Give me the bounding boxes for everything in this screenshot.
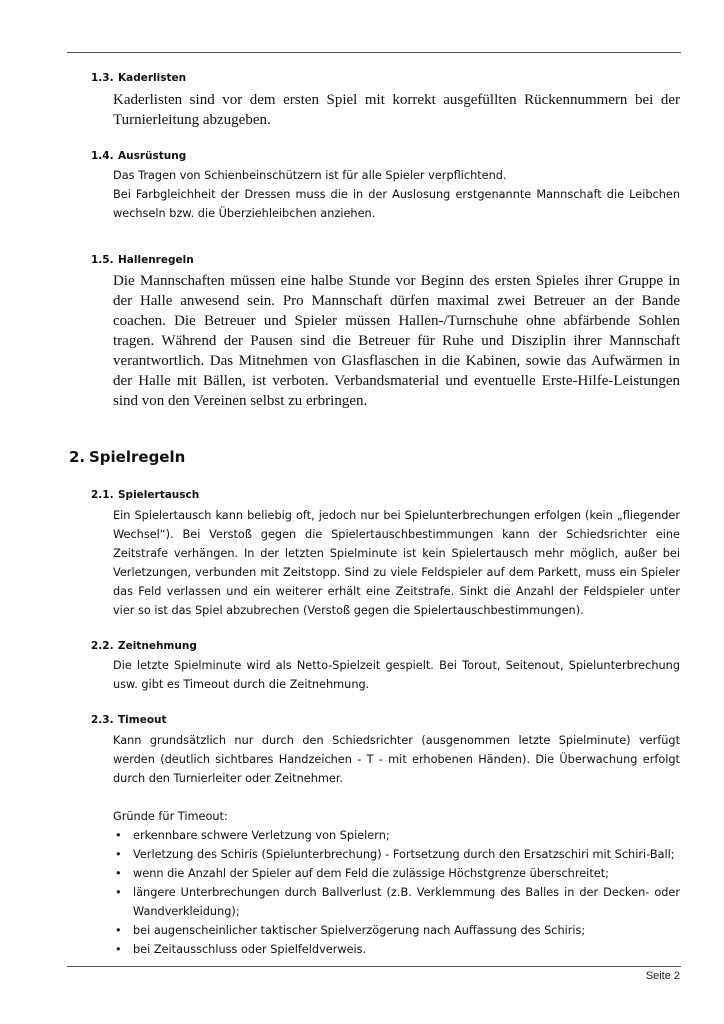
list-item: • Verletzung des Schiris (Spielunterbrechung) - Fortsetzung durch den Ersatzschiri mit Schiri-Ball; [113, 845, 680, 864]
section-heading-1-4 [91, 150, 186, 162]
section-title: Hallenregeln [118, 254, 194, 266]
list-item: • wenn die Anzahl der Spieler auf dem Feld die zulässige Höchstgrenze überschreitet; [113, 864, 680, 883]
section-title: Ausrüstung [118, 150, 187, 162]
section-number: 1.5. [91, 254, 114, 266]
section-heading-2-1 [91, 489, 199, 501]
paragraph: Das Tragen von Schienbeinschützern ist für alle Spieler verpflichtend. [113, 169, 507, 182]
section-heading-2-3 [91, 714, 167, 726]
section-number: 2.1. [91, 489, 114, 501]
reasons-label: Gründe für Timeout: [113, 810, 228, 823]
section-heading-2-2 [91, 640, 197, 652]
page-number: Seite 2 [645, 970, 680, 982]
chapter-heading-2 [69, 448, 185, 466]
section-heading-1-5 [91, 254, 194, 266]
section-heading-1-3 [91, 72, 186, 84]
section-title: Zeitnehmung [118, 640, 197, 652]
list-item: • bei augenscheinlicher taktischer Spielverzögerung nach Auffassung des Schiris; [113, 921, 680, 940]
section-2-2-text: Die letzte Spielminute wird als Netto-Spielzeit gespielt. Bei Torout, Seitenout, Spielunterbrechung usw. gibt es Timeout durch die Zeitnehmung. [113, 659, 680, 691]
reasons-list [113, 826, 680, 959]
list-item: • längere Unterbrechungen durch Ballverlust (z.B. Verklemmung des Balles in der Decken- oder Wandverkleidung); [113, 883, 680, 921]
section-title: Kaderlisten [118, 72, 187, 84]
section-title: Timeout [118, 714, 167, 726]
section-2-1-text: Ein Spielertausch kann beliebig oft, jedoch nur bei Spielunterbrechungen erfolgen (kein „fliegender Wechsel“). Bei Verstoß gegen die Spielertauschbestimmungen kann der Schiedsrichter eine Zeitstrafe verhängen. In der letzten Spielminute ist kein Spielertausch mehr möglich, außer bei Verletzungen, verbunden mit Zeitstopp. Sind zu viele Feldspieler auf dem Parkett, muss ein Spieler das Feld verlassen und ein weiterer erhält eine Zeitstrafe. Sinkt die Anzahl der Feldspieler unter vier so ist das Spiel abzubrechen (Verstoß gegen die Spielertauschbestimmungen). [113, 509, 680, 617]
list-item: • bei Zeitausschluss oder Spielfeldverweis. [113, 940, 680, 959]
section-1-4-body [113, 166, 680, 223]
section-number: 1.3. [91, 72, 114, 84]
section-number: 2.2. [91, 640, 114, 652]
section-2-3-body [113, 731, 680, 959]
header-rule [67, 52, 681, 53]
paragraph: Bei Farbgleichheit der Dressen muss die in der Auslosung erstgenannte Mannschaft die Leibchen wechseln bzw. die Überziehleibchen anziehen. [113, 188, 680, 220]
chapter-title: Spielregeln [89, 448, 186, 466]
chapter-number: 2. [69, 448, 86, 466]
section-1-3-text: Kaderlisten sind vor dem ersten Spiel mit korrekt ausgefüllten Rückennummern bei der Turnierleitung abzugeben. [113, 92, 680, 128]
section-1-5-text: Die Mannschaften müssen eine halbe Stunde vor Beginn des ersten Spieles ihrer Gruppe in der Halle anwesend sein. Pro Mannschaft dürfen maximal zwei Betreuer an der Bande coachen. Die Betreuer und Spieler müssen Hallen-/Turnschuhe ohne abfärbende Sohlen tragen. Während der Pausen sind die Betreuer für Ruhe und Disziplin ihrer Mannschaft verantwortlich. Das Mitnehmen von Glasflaschen in die Kabinen, sowie das Aufwärmen in der Halle mit Bällen, ist verboten. Verbandsmaterial und eventuelle Erste-Hilfe-Leistungen sind von den Vereinen selbst zu erbringen. [113, 273, 680, 409]
section-title: Spielertausch [118, 489, 200, 501]
list-item: • erkennbare schwere Verletzung von Spielern; [113, 826, 680, 845]
footer-rule [67, 966, 681, 967]
section-number: 1.4. [91, 150, 114, 162]
paragraph: Kann grundsätzlich nur durch den Schiedsrichter (ausgenommen letzte Spielminute) verfügt werden (deutlich sichtbares Handzeichen - T - mit erhobenen Händen). Die Überwachung erfolgt durch den Turnierleiter oder Zeitnehmer. [113, 734, 680, 785]
section-number: 2.3. [91, 714, 114, 726]
